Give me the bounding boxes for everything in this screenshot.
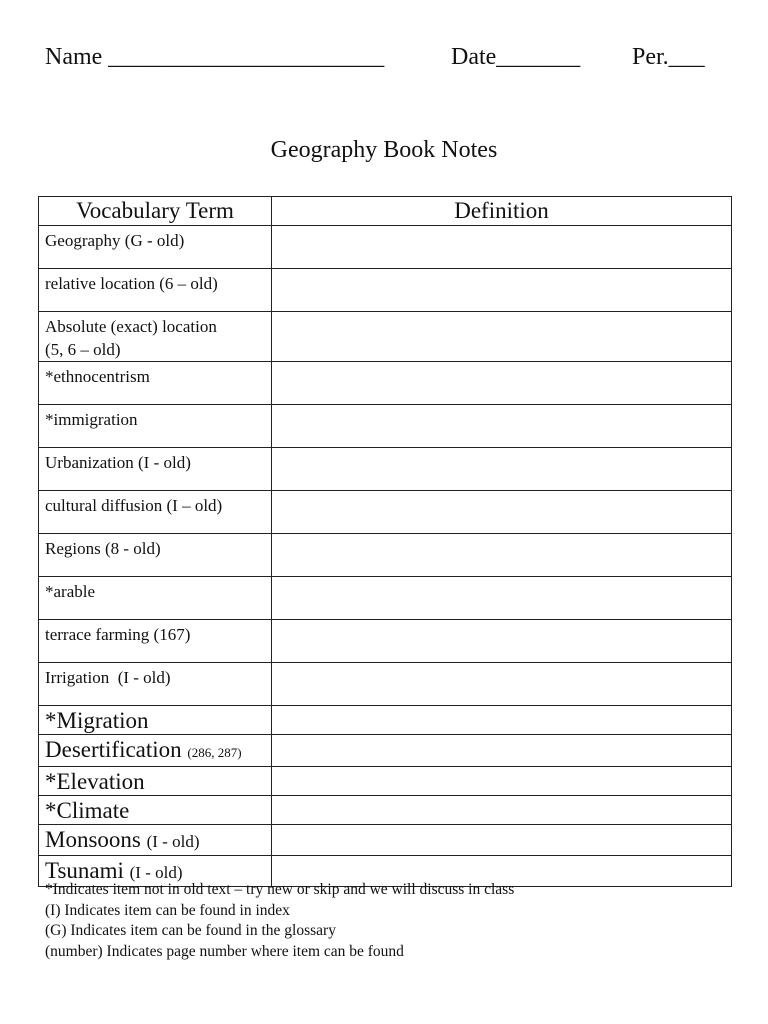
table-row (39, 796, 732, 825)
definition-cell[interactable] (272, 735, 732, 767)
term-text: *ethnocentrism (45, 367, 150, 386)
period-field-label: Per.___ (632, 44, 705, 70)
table-header-row (39, 197, 732, 226)
term-note: (167) (153, 625, 191, 644)
term-text: Absolute (exact) location (45, 317, 217, 336)
term-text: terrace farming (45, 625, 150, 644)
table-row (39, 448, 732, 491)
table-row (39, 491, 732, 534)
term-cell (39, 663, 272, 706)
table-row (39, 735, 732, 767)
definition-cell[interactable] (272, 706, 732, 735)
definition-cell[interactable] (272, 825, 732, 856)
term-cell (39, 825, 272, 856)
term-cell (39, 767, 272, 796)
term-note: (I - old) (113, 668, 171, 687)
term-cell (39, 796, 272, 825)
term-note: (I - old) (146, 832, 200, 851)
term-text: Irrigation (45, 668, 110, 687)
term-note: (G - old) (124, 231, 185, 250)
table-row (39, 663, 732, 706)
definition-cell[interactable] (272, 663, 732, 706)
table-row (39, 269, 732, 312)
term-text: *Elevation (45, 769, 145, 794)
table-row (39, 620, 732, 663)
table-row (39, 226, 732, 269)
definition-cell[interactable] (272, 796, 732, 825)
term-text: Monsoons (45, 827, 141, 852)
term-cell (39, 405, 272, 448)
date-field-label: Date_______ (451, 44, 581, 70)
term-cell (39, 269, 272, 312)
term-text: Desertification (45, 737, 182, 762)
term-text: cultural diffusion (45, 496, 163, 515)
term-cell (39, 226, 272, 269)
definition-cell[interactable] (272, 620, 732, 663)
table-row (39, 577, 732, 620)
term-text: Geography (45, 231, 121, 250)
term-cell (39, 362, 272, 405)
definition-cell[interactable] (272, 362, 732, 405)
header-line (0, 44, 768, 78)
column-header-definition: Definition (272, 197, 732, 226)
footnotes (45, 880, 745, 962)
footnote: (G) Indicates item can be found in the glossary (45, 922, 336, 939)
term-text: Urbanization (45, 453, 134, 472)
term-text: relative location (45, 274, 155, 293)
table-row (39, 312, 732, 362)
definition-cell[interactable] (272, 448, 732, 491)
table-row (39, 362, 732, 405)
term-text: *Climate (45, 798, 130, 823)
term-note: (I – old) (166, 496, 223, 515)
name-field-label: Name _______________________ (45, 44, 385, 70)
page-title: Geography Book Notes (270, 137, 498, 163)
table-row (39, 534, 732, 577)
term-cell (39, 735, 272, 767)
term-note: (286, 287) (187, 745, 242, 760)
term-text: *immigration (45, 410, 138, 429)
footnote: *Indicates item not in old text – try new or skip and we will discuss in class (45, 881, 515, 898)
term-cell (39, 312, 272, 362)
term-cell (39, 706, 272, 735)
term-note: (I - old) (138, 453, 191, 472)
definition-cell[interactable] (272, 767, 732, 796)
definition-cell[interactable] (272, 226, 732, 269)
definition-cell[interactable] (272, 491, 732, 534)
term-cell (39, 491, 272, 534)
table-row (39, 767, 732, 796)
vocabulary-table (38, 196, 732, 887)
term-text: *arable (45, 582, 96, 601)
definition-cell[interactable] (272, 577, 732, 620)
definition-cell[interactable] (272, 312, 732, 362)
table-row (39, 706, 732, 735)
footnote: (I) Indicates item can be found in index (45, 901, 290, 919)
table-row (39, 825, 732, 856)
table-row (39, 405, 732, 448)
definition-cell[interactable] (272, 534, 732, 577)
term-cell (39, 620, 272, 663)
column-header-term: Vocabulary Term (39, 197, 272, 226)
definition-cell[interactable] (272, 405, 732, 448)
term-note: (8 - old) (104, 539, 161, 558)
term-cell (39, 534, 272, 577)
term-text: Regions (45, 539, 101, 558)
term-cell (39, 448, 272, 491)
term-note: (6 – old) (159, 274, 218, 293)
term-text: *Migration (45, 708, 149, 733)
term-note: (5, 6 – old) (45, 340, 121, 359)
term-text: Tsunami (45, 858, 124, 883)
footnote: (number) Indicates page number where item can be found (45, 942, 404, 960)
term-note: (I - old) (129, 863, 183, 882)
definition-cell[interactable] (272, 269, 732, 312)
term-cell (39, 577, 272, 620)
